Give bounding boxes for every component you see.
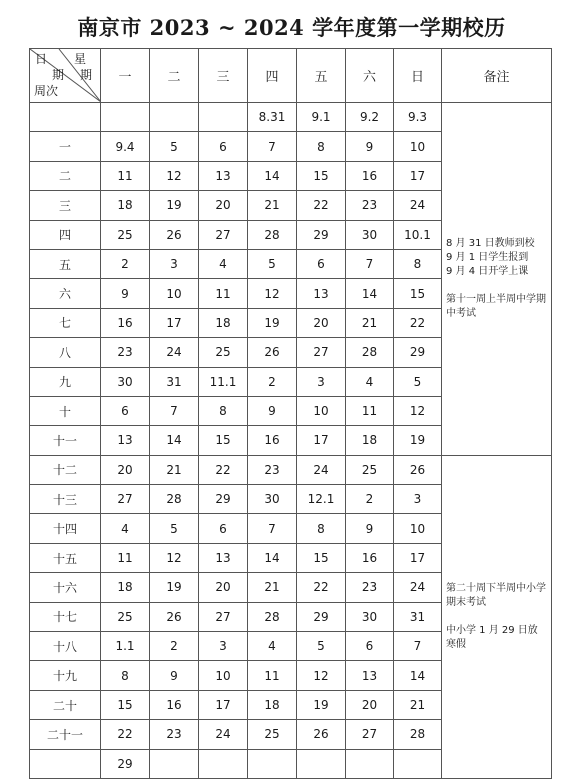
school-calendar-table [29,48,552,779]
date-cell: 5 [248,249,297,278]
weekday-header: 日 [394,49,442,103]
week-number-cell: 十二 [30,455,101,484]
date-cell: 5 [150,132,199,161]
date-cell: 23 [346,573,394,602]
date-cell: 12 [394,396,442,425]
date-cell: 22 [199,455,248,484]
date-cell [346,749,394,778]
date-cell: 4 [199,249,248,278]
date-cell: 11.1 [199,367,248,396]
date-cell: 30 [101,367,150,396]
table-row [30,103,552,132]
date-cell: 11 [101,161,150,190]
date-cell: 6 [199,132,248,161]
date-cell: 20 [297,308,346,337]
weekday-header: 一 [101,49,150,103]
note-text: 第十一周上半周中学期中考试 [446,293,546,319]
date-cell: 7 [394,632,442,661]
date-cell [199,103,248,132]
page-title: 南京市 2023 ~ 2024 学年度第一学期校历 [77,15,506,40]
table-row [30,455,552,484]
date-cell: 29 [297,602,346,631]
date-cell: 15 [297,543,346,572]
week-number-cell: 十六 [30,573,101,602]
date-cell [101,103,150,132]
date-cell: 22 [297,573,346,602]
date-cell: 8 [199,396,248,425]
date-cell: 25 [248,720,297,749]
week-number-cell: 十四 [30,514,101,543]
week-number-cell: 八 [30,338,101,367]
date-cell: 3 [199,632,248,661]
date-cell: 12.1 [297,485,346,514]
week-number-cell [30,103,101,132]
weekday-header: 二 [150,49,199,103]
date-cell: 17 [297,426,346,455]
date-cell: 31 [394,602,442,631]
week-number-cell: 六 [30,279,101,308]
week-number-cell: 四 [30,220,101,249]
date-cell: 12 [248,279,297,308]
date-cell: 28 [346,338,394,367]
date-cell: 13 [346,661,394,690]
date-cell: 9 [346,514,394,543]
date-cell: 11 [248,661,297,690]
date-cell: 17 [394,543,442,572]
date-cell: 7 [248,514,297,543]
week-number-cell: 三 [30,191,101,220]
weekday-header: 五 [297,49,346,103]
date-cell: 14 [248,161,297,190]
date-cell: 13 [297,279,346,308]
date-cell: 21 [248,573,297,602]
date-cell: 9.4 [101,132,150,161]
date-cell: 28 [248,220,297,249]
date-cell: 21 [346,308,394,337]
date-cell: 7 [150,396,199,425]
week-number-cell: 七 [30,308,101,337]
corner-label-qi2: 期 [80,68,93,82]
date-cell: 8 [297,514,346,543]
date-cell: 12 [150,543,199,572]
date-cell: 7 [248,132,297,161]
date-cell: 18 [346,426,394,455]
date-cell [248,749,297,778]
date-cell: 9 [101,279,150,308]
date-cell: 11 [199,279,248,308]
weekday-header: 四 [248,49,297,103]
date-cell: 25 [101,602,150,631]
date-cell: 4 [101,514,150,543]
date-cell: 19 [297,690,346,719]
note-text: 8 月 31 日教师到校 9 月 1 日学生报到 9 月 4 日开学上课 [446,237,535,277]
date-cell: 6 [199,514,248,543]
date-cell: 26 [150,220,199,249]
date-cell: 4 [346,367,394,396]
date-cell: 22 [394,308,442,337]
date-cell: 26 [150,602,199,631]
date-cell: 24 [199,720,248,749]
date-cell: 20 [346,690,394,719]
date-cell: 22 [101,720,150,749]
date-cell: 21 [150,455,199,484]
date-cell: 7 [346,249,394,278]
date-cell: 26 [394,455,442,484]
corner-label-zhouci: 周次 [34,84,59,98]
date-cell: 13 [101,426,150,455]
date-cell: 27 [199,602,248,631]
date-cell: 29 [199,485,248,514]
date-cell: 5 [394,367,442,396]
date-cell: 10 [394,514,442,543]
date-cell: 6 [346,632,394,661]
date-cell: 10 [297,396,346,425]
week-number-cell: 一 [30,132,101,161]
date-cell: 15 [394,279,442,308]
date-cell: 17 [150,308,199,337]
date-cell: 18 [199,308,248,337]
weekday-header: 六 [346,49,394,103]
date-cell: 15 [297,161,346,190]
date-cell: 20 [199,573,248,602]
week-number-cell: 十七 [30,602,101,631]
date-cell: 16 [248,426,297,455]
date-cell: 21 [248,191,297,220]
date-cell: 18 [101,573,150,602]
date-cell: 18 [248,690,297,719]
date-cell: 21 [394,690,442,719]
date-cell: 5 [150,514,199,543]
date-cell: 11 [346,396,394,425]
date-cell: 15 [101,690,150,719]
date-cell: 14 [394,661,442,690]
date-cell: 30 [346,602,394,631]
date-cell: 24 [150,338,199,367]
week-number-cell: 十 [30,396,101,425]
date-cell: 8 [297,132,346,161]
date-cell: 1.1 [101,632,150,661]
corner-label-qi1: 期 [52,68,65,82]
date-cell: 8.31 [248,103,297,132]
date-cell: 27 [101,485,150,514]
date-cell: 19 [248,308,297,337]
date-cell: 18 [101,191,150,220]
date-cell: 16 [346,543,394,572]
date-cell: 26 [248,338,297,367]
date-cell: 5 [297,632,346,661]
date-cell: 27 [346,720,394,749]
date-cell: 20 [199,191,248,220]
date-cell: 13 [199,161,248,190]
date-cell: 9.1 [297,103,346,132]
date-cell: 16 [346,161,394,190]
week-number-cell: 十三 [30,485,101,514]
date-cell: 10.1 [394,220,442,249]
date-cell: 14 [248,543,297,572]
week-number-cell: 九 [30,367,101,396]
weekday-header: 三 [199,49,248,103]
notes-header: 备注 [442,49,552,103]
date-cell: 29 [394,338,442,367]
date-cell [394,749,442,778]
date-cell: 29 [297,220,346,249]
date-cell: 12 [150,161,199,190]
date-cell: 25 [346,455,394,484]
date-cell: 23 [101,338,150,367]
date-cell: 9.3 [394,103,442,132]
date-cell: 10 [394,132,442,161]
date-cell: 8 [101,661,150,690]
date-cell: 19 [150,573,199,602]
week-number-cell: 五 [30,249,101,278]
date-cell: 13 [199,543,248,572]
date-cell: 10 [150,279,199,308]
date-cell: 2 [101,249,150,278]
date-cell: 11 [101,543,150,572]
date-cell: 2 [248,367,297,396]
date-cell: 9.2 [346,103,394,132]
date-cell: 9 [248,396,297,425]
week-number-cell: 十八 [30,632,101,661]
date-cell: 6 [297,249,346,278]
date-cell: 28 [248,602,297,631]
date-cell: 6 [101,396,150,425]
date-cell: 4 [248,632,297,661]
date-cell: 9 [346,132,394,161]
date-cell: 25 [101,220,150,249]
date-cell: 20 [101,455,150,484]
date-cell: 17 [199,690,248,719]
date-cell: 27 [297,338,346,367]
date-cell: 14 [346,279,394,308]
date-cell: 27 [199,220,248,249]
date-cell: 17 [394,161,442,190]
date-cell: 19 [150,191,199,220]
date-cell: 28 [150,485,199,514]
date-cell: 30 [346,220,394,249]
date-cell: 30 [248,485,297,514]
notes-cell-term-end [442,455,552,778]
date-cell [150,103,199,132]
note-text: 第二十周下半周中小学期末考试 [446,582,546,608]
date-cell: 23 [150,720,199,749]
date-cell: 22 [297,191,346,220]
week-number-cell: 二 [30,161,101,190]
date-cell: 14 [150,426,199,455]
note-text: 中小学 1 月 29 日放寒假 [446,624,538,650]
date-cell: 29 [101,749,150,778]
week-number-cell [30,749,101,778]
header-row [30,49,552,103]
date-cell: 24 [297,455,346,484]
date-cell [150,749,199,778]
date-cell [199,749,248,778]
date-cell: 2 [150,632,199,661]
date-cell: 12 [297,661,346,690]
week-number-cell: 二十 [30,690,101,719]
date-cell: 16 [101,308,150,337]
corner-label-ri: 日 [35,52,48,66]
date-cell: 24 [394,573,442,602]
date-cell [297,749,346,778]
date-cell: 2 [346,485,394,514]
date-cell: 23 [248,455,297,484]
date-cell: 3 [394,485,442,514]
date-cell: 8 [394,249,442,278]
date-cell: 3 [297,367,346,396]
date-cell: 26 [297,720,346,749]
week-number-cell: 二十一 [30,720,101,749]
week-number-cell: 十五 [30,543,101,572]
corner-header-cell [30,49,101,103]
corner-label-xing: 星 [74,52,87,66]
date-cell: 15 [199,426,248,455]
date-cell: 16 [150,690,199,719]
date-cell: 23 [346,191,394,220]
date-cell: 31 [150,367,199,396]
date-cell: 3 [150,249,199,278]
date-cell: 19 [394,426,442,455]
date-cell: 10 [199,661,248,690]
date-cell: 25 [199,338,248,367]
notes-cell-term-start [442,103,552,456]
week-number-cell: 十一 [30,426,101,455]
week-number-cell: 十九 [30,661,101,690]
date-cell: 9 [150,661,199,690]
date-cell: 28 [394,720,442,749]
date-cell: 24 [394,191,442,220]
